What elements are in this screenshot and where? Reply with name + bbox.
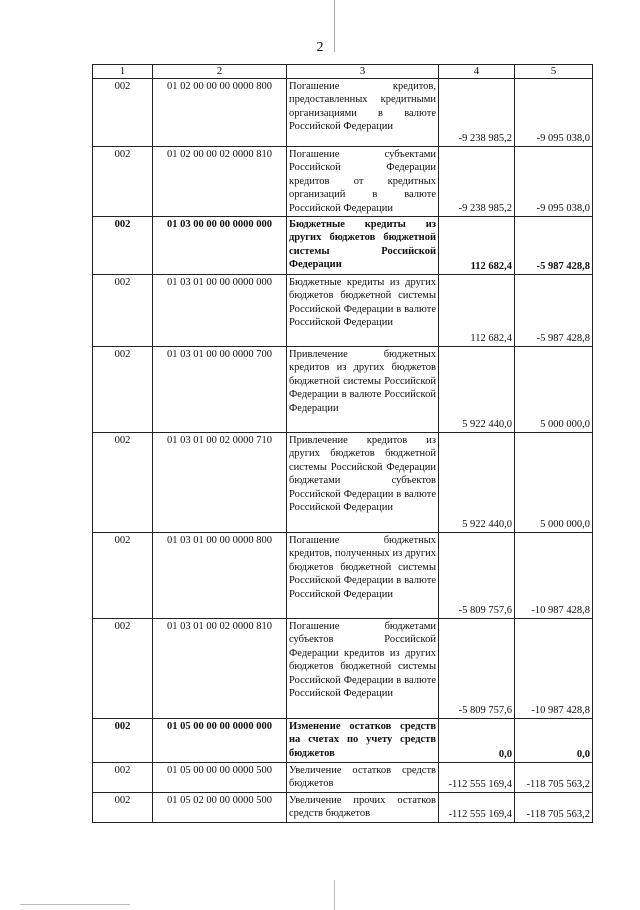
classification-code-cell: 01 03 00 00 00 0000 000 (153, 217, 287, 275)
value-col4-cell: 0,0 (439, 719, 515, 763)
header-cell: 3 (287, 65, 439, 79)
table-row (93, 619, 593, 719)
value-col4-cell: 112 682,4 (439, 217, 515, 275)
classification-code-cell: 01 05 02 00 00 0000 500 (153, 793, 287, 823)
value-col5-cell: -10 987 428,8 (515, 619, 593, 719)
value-col4-cell: -5 809 757,6 (439, 533, 515, 619)
name-cell: Привлечение кредитов из других бюджетов бюджетной системы Российской Федерации бюджетами субъектов Российской Федерации в валюте Российской Федерации (287, 433, 439, 533)
value-col5-cell: -5 987 428,8 (515, 217, 593, 275)
scan-artifact-dash (20, 904, 130, 905)
value-col4-cell: -112 555 169,4 (439, 763, 515, 793)
table-header-row (93, 65, 593, 79)
value-col4-cell: 5 922 440,0 (439, 347, 515, 433)
value-col5-cell: -9 095 038,0 (515, 79, 593, 147)
header-cell: 4 (439, 65, 515, 79)
admin-code-cell: 002 (93, 275, 153, 347)
header-cell: 1 (93, 65, 153, 79)
classification-code-cell: 01 02 00 00 02 0000 810 (153, 147, 287, 217)
table-row (93, 793, 593, 823)
value-col5-cell: -9 095 038,0 (515, 147, 593, 217)
classification-code-cell: 01 05 00 00 00 0000 500 (153, 763, 287, 793)
value-col5-cell: -118 705 563,2 (515, 763, 593, 793)
name-cell: Увеличение остатков средств бюджетов (287, 763, 439, 793)
table-row (93, 433, 593, 533)
value-col4-cell: 5 922 440,0 (439, 433, 515, 533)
name-cell: Погашение бюджетных кредитов, полученных из других бюджетов бюджетной системы Российской Федерации в валюте Российской Федерации (287, 533, 439, 619)
admin-code-cell: 002 (93, 347, 153, 433)
page-number: 2 (316, 40, 324, 55)
classification-code-cell: 01 05 00 00 00 0000 000 (153, 719, 287, 763)
value-col5-cell: 0,0 (515, 719, 593, 763)
scan-artifact-line (334, 880, 335, 910)
classification-code-cell: 01 03 01 00 02 0000 810 (153, 619, 287, 719)
header-cell: 2 (153, 65, 287, 79)
admin-code-cell: 002 (93, 763, 153, 793)
name-cell: Бюджетные кредиты из других бюджетов бюджетной системы Российской Федерации (287, 217, 439, 275)
value-col4-cell: 112 682,4 (439, 275, 515, 347)
name-cell: Погашение кредитов, предоставленных кредитными организациями в валюте Российской Федерации (287, 79, 439, 147)
table-row (93, 79, 593, 147)
value-col4-cell: -9 238 985,2 (439, 79, 515, 147)
table-row (93, 719, 593, 763)
value-col5-cell: -118 705 563,2 (515, 793, 593, 823)
name-cell: Привлечение бюджетных кредитов из других бюджетов бюджетной системы Российской Федерации в валюте Российской Федерации (287, 347, 439, 433)
table-row (93, 217, 593, 275)
value-col4-cell: -5 809 757,6 (439, 619, 515, 719)
admin-code-cell: 002 (93, 79, 153, 147)
table-row (93, 533, 593, 619)
classification-code-cell: 01 03 01 00 02 0000 710 (153, 433, 287, 533)
admin-code-cell: 002 (93, 147, 153, 217)
name-cell: Бюджетные кредиты из других бюджетов бюджетной системы Российской Федерации в валюте Российской Федерации (287, 275, 439, 347)
admin-code-cell: 002 (93, 719, 153, 763)
name-cell: Погашение субъектами Российской Федерации кредитов от кредитных организаций в валюте Российской Федерации (287, 147, 439, 217)
value-col5-cell: 5 000 000,0 (515, 347, 593, 433)
classification-code-cell: 01 03 01 00 00 0000 000 (153, 275, 287, 347)
classification-code-cell: 01 03 01 00 00 0000 700 (153, 347, 287, 433)
table-row (93, 275, 593, 347)
value-col5-cell: -5 987 428,8 (515, 275, 593, 347)
classification-code-cell: 01 03 01 00 00 0000 800 (153, 533, 287, 619)
admin-code-cell: 002 (93, 433, 153, 533)
value-col5-cell: -10 987 428,8 (515, 533, 593, 619)
name-cell: Увеличение прочих остатков средств бюджетов (287, 793, 439, 823)
admin-code-cell: 002 (93, 793, 153, 823)
value-col5-cell: 5 000 000,0 (515, 433, 593, 533)
table-row (93, 763, 593, 793)
value-col4-cell: -112 555 169,4 (439, 793, 515, 823)
admin-code-cell: 002 (93, 533, 153, 619)
budget-sources-table (92, 64, 593, 823)
classification-code-cell: 01 02 00 00 00 0000 800 (153, 79, 287, 147)
name-cell: Погашение бюджетами субъектов Российской Федерации кредитов из других бюджетов бюджетной системы Российской Федерации в валюте Российской Федерации (287, 619, 439, 719)
value-col4-cell: -9 238 985,2 (439, 147, 515, 217)
header-cell: 5 (515, 65, 593, 79)
table-row (93, 347, 593, 433)
admin-code-cell: 002 (93, 217, 153, 275)
name-cell: Изменение остатков средств на счетах по учету средств бюджетов (287, 719, 439, 763)
table-row (93, 147, 593, 217)
admin-code-cell: 002 (93, 619, 153, 719)
